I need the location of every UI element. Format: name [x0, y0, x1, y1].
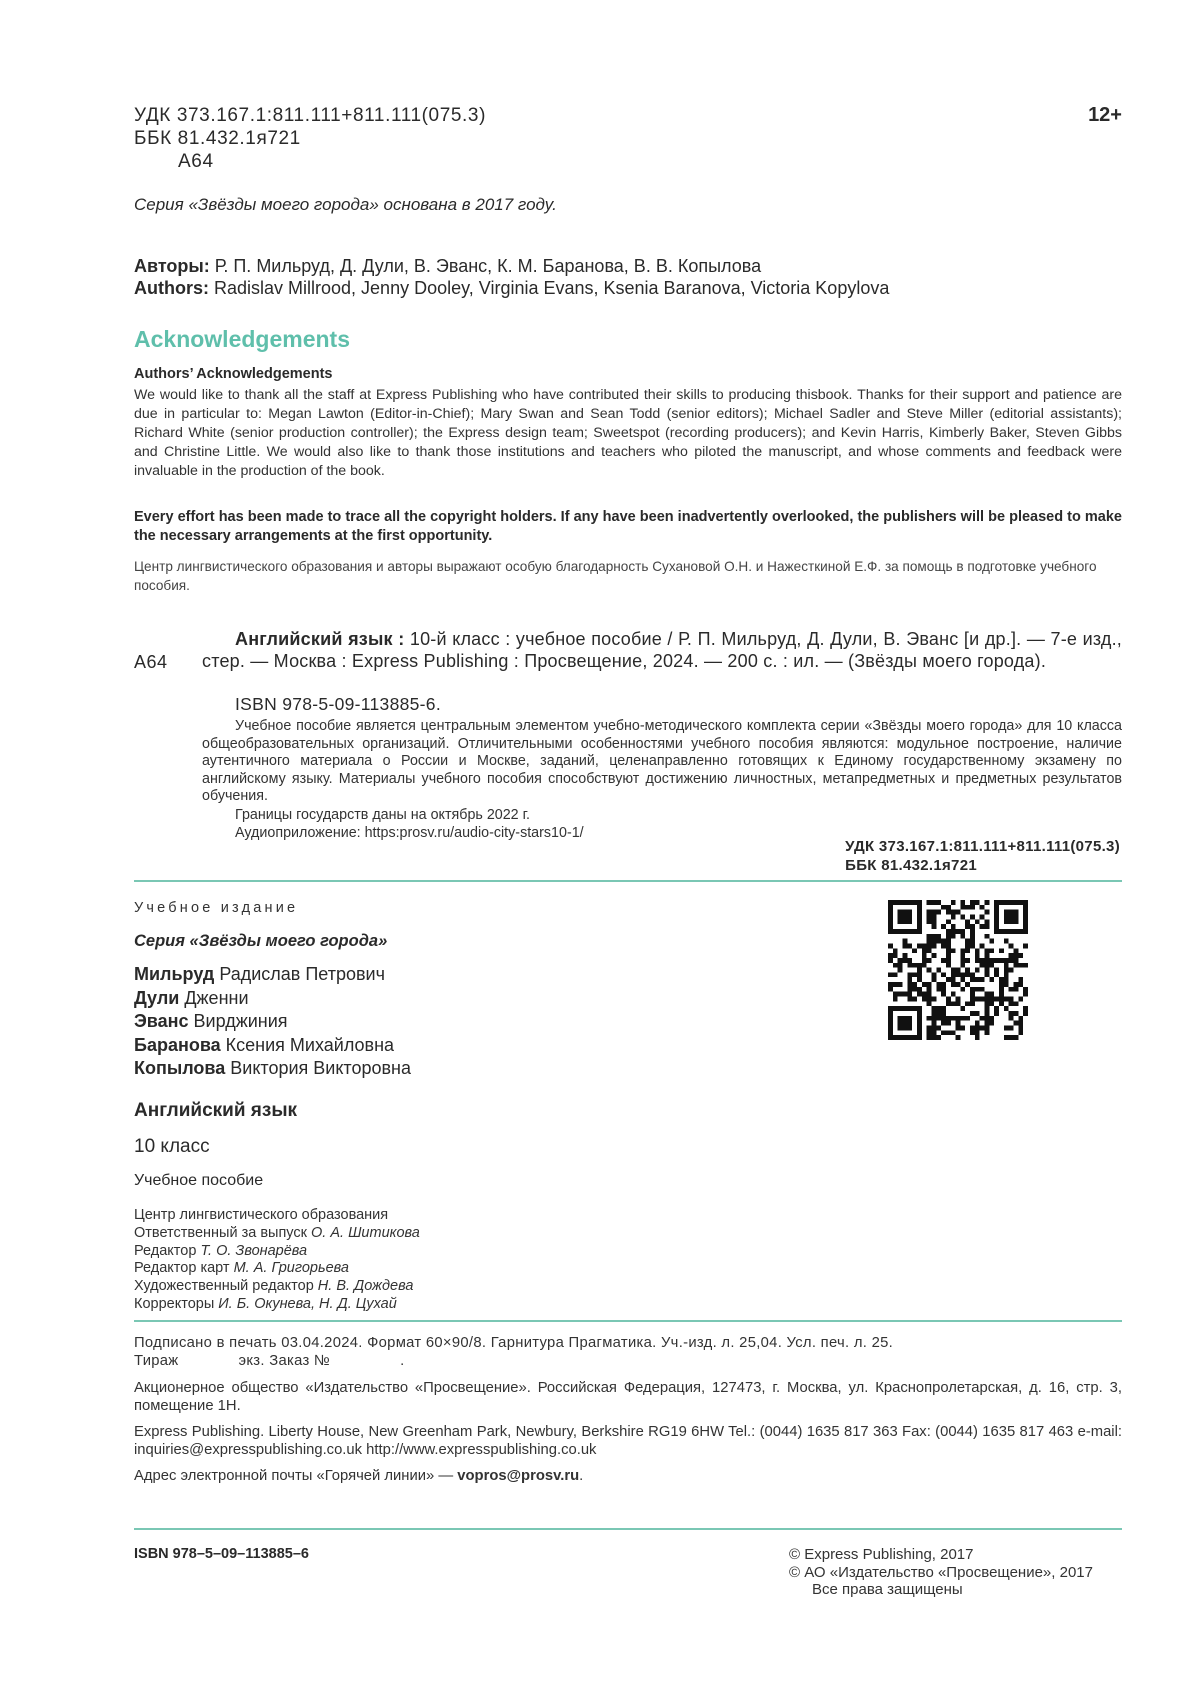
copyright-note: Every effort has been made to trace all the copyright holders. If any have been inadvertently overlooked, the publishers will be pleased to make the necessary arrangements at the first opportunity. [134, 509, 1122, 544]
qr-code-icon[interactable] [888, 900, 1028, 1040]
bbk-code: ББК 81.432.1я721 [134, 128, 301, 149]
thanks-ru: Центр лингвистического образования и авторы выражают особую благодарность Сухановой О.Н. и Нажесткиной Е.Ф. за помощь в подготовке учебного пособия. [134, 559, 1097, 593]
hotline [134, 1468, 583, 1484]
author-last-name: Дули [134, 987, 180, 1008]
staff-person: Т. О. Звонарёва [200, 1242, 308, 1259]
catalog-code: А64 [134, 652, 168, 672]
staff-role: Редактор карт [134, 1260, 234, 1277]
staff-line [134, 1225, 420, 1243]
acknowledgements-body: We would like to thank all the staff at Express Publishing who have contributed their skills to producing thisbook. Thanks for their support and patience are due in particular to: Megan Lawton (Editor-in-Chief); Mary Swan and Sean Todd (senior editors); Michael Sadler and Steve Miller (editorial assistants); Richard White (senior production controller); the Express design team; Sweetspot (recording producers); and Kevin Harris, Kimberly Baker, Steven Gibbs and Christine Little. We would also like to thank those institutions and teachers who piloted the manuscript, and whose comments and feedback were invaluable in the production of the book. [134, 387, 1122, 479]
title-verso-page [134, 0, 1122, 1703]
author-first-name: Дженни [179, 987, 249, 1008]
author-name [134, 1034, 411, 1058]
rights-reserved: Все права защищены [812, 1581, 963, 1598]
author-first-name: Виктория Викторовна [225, 1058, 411, 1078]
book-type: Учебное пособие [134, 1172, 264, 1189]
age-rating: 12+ [1088, 104, 1122, 126]
edition-label: Учебное издание [134, 900, 299, 916]
staff-line [134, 1243, 420, 1261]
print-run-label: Тираж [134, 1352, 179, 1369]
author-last-name: Эванс [134, 1011, 189, 1031]
print-details [134, 1335, 1122, 1371]
book-grade: 10 класс [134, 1136, 210, 1157]
staff-role: Центр лингвистического образования [134, 1207, 389, 1223]
staff-role: Редактор [134, 1242, 201, 1259]
classification-header [134, 104, 486, 173]
catalog-title: Английский язык : [235, 629, 405, 649]
author-names-list [134, 963, 411, 1081]
author-name [134, 963, 411, 987]
order-end: . [400, 1352, 405, 1369]
authors-ru-label: Авторы: [134, 256, 210, 276]
catalog-bbk: ББК 81.432.1я721 [845, 856, 977, 874]
author-first-name: Ксения Михайловна [220, 1034, 395, 1055]
hotline-email[interactable]: vopros@prosv.ru [457, 1468, 580, 1484]
order-label: экз. Заказ № [238, 1352, 331, 1369]
catalog-description [202, 718, 1122, 806]
imprint-series: Серия «Звёзды моего города» [134, 932, 388, 950]
audio-link[interactable]: Аудиоприложение: https:prosv.ru/audio-city-stars10-1/ [235, 825, 584, 841]
staff-line [134, 1278, 420, 1296]
catalog-isbn: ISBN 978-5-09-113885-6. [235, 694, 442, 714]
author-last-name: Мильруд [134, 964, 215, 984]
author-name [134, 1010, 411, 1034]
hotline-end: . [579, 1468, 584, 1484]
copyright-line: © Express Publishing, 2017 [789, 1546, 974, 1563]
authors-en [134, 277, 889, 299]
authors-ru-names: Р. П. Мильруд, Д. Дули, В. Эванс, К. М. Баранова, В. В. Копылова [209, 256, 762, 276]
print-line: Подписано в печать 03.04.2024. Формат 60×90/8. Гарнитура Прагматика. Уч.-изд. л. 25,04. Усл. печ. л. 25. [134, 1335, 894, 1351]
staff-line [134, 1207, 420, 1225]
footer-isbn: ISBN 978–5–09–113885–6 [134, 1546, 309, 1562]
publisher-ru: Акционерное общество «Издательство «Просвещение». Российская Федерация, 127473, г. Москва, ул. Краснопролетарская, д. 16, стр. 3, помещение 1Н. [134, 1380, 1122, 1414]
series-note: Серия «Звёзды моего города» основана в 2017 году. [134, 195, 557, 214]
authors-en-names: Radislav Millrood, Jenny Dooley, Virginia Evans, Ksenia Baranova, Victoria Kopylova [209, 278, 890, 298]
copyright-block [789, 1546, 1093, 1599]
author-last-name: Баранова [134, 1034, 221, 1055]
author-name [134, 987, 411, 1011]
divider [134, 880, 1122, 882]
catalog-classification [845, 838, 1120, 875]
author-last-name: Копылова [134, 1058, 226, 1078]
staff-person: Н. В. Дождева [317, 1278, 414, 1295]
staff-list [134, 1207, 420, 1314]
author-first-name: Радислав Петрович [214, 964, 385, 984]
staff-line [134, 1260, 420, 1278]
publisher-en: Express Publishing. Liberty House, New Greenham Park, Newbury, Berkshire RG19 6HW Tel.: (0044) 1635 817 363 Fax: (0044) 1635 817 463 e-mail: inquiries@expresspublishing.co.uk http://www.expresspublishing.co.uk [134, 1424, 1122, 1458]
catalog-description-text: Учебное пособие является центральным элементом учебно-методического комплекта серии «Звёзды моего города» для 10 класса общеобразовательных организаций. Отличительными особенностями учебного пособия являются: модульное построение, наличие аутентичного материала о России и Москве, заданий, целенаправленно готовящих к Единому государственному экзамену по английскому языку. Материалы учебного пособия способствуют достижению личностных, метапредметных и предметных результатов обучения. [202, 718, 1122, 804]
catalog-extra [235, 806, 584, 842]
hotline-label: Адрес электронной почты «Горячей линии» — [134, 1468, 458, 1484]
staff-person: И. Б. Окунева, Н. Д. Цухай [218, 1295, 397, 1312]
divider [134, 1320, 1122, 1322]
staff-person: М. А. Григорьева [233, 1260, 349, 1277]
authors-block [134, 255, 889, 299]
staff-role: Корректоры [134, 1295, 219, 1312]
author-mark: А64 [178, 151, 214, 172]
author-name [134, 1057, 411, 1081]
acknowledgements-title: Acknowledgements [134, 326, 350, 352]
catalog-details: 10-й класс : учебное пособие / Р. П. Мильруд, Д. Дули, В. Эванс [и др.]. — 7-е изд., стер. — Москва : Express Publishing : Просвещение, 2024. — 200 с. : ил. — (Звёзды моего города). [202, 629, 1122, 671]
divider [134, 1528, 1122, 1530]
catalog-udk: УДК 373.167.1:811.111+811.111(075.3) [845, 838, 1120, 855]
catalog-entry [202, 628, 1122, 672]
staff-line [134, 1296, 420, 1314]
author-first-name: Вирджиния [188, 1011, 288, 1031]
copyright-line: © АО «Издательство «Просвещение», 2017 [789, 1563, 1093, 1581]
staff-role: Художественный редактор [134, 1278, 318, 1295]
staff-role: Ответственный за выпуск [134, 1224, 312, 1241]
staff-person: О. А. Шитикова [311, 1224, 420, 1241]
acknowledgements-subtitle: Authors’ Acknowledgements [134, 366, 333, 382]
authors-en-label: Authors: [134, 278, 209, 298]
authors-ru [134, 255, 889, 277]
book-title: Английский язык [134, 1100, 298, 1121]
udk-code: УДК 373.167.1:811.111+811.111(075.3) [134, 105, 487, 126]
print-run-line [134, 1353, 1122, 1371]
borders-note: Границы государств даны на октябрь 2022 г. [235, 807, 531, 823]
